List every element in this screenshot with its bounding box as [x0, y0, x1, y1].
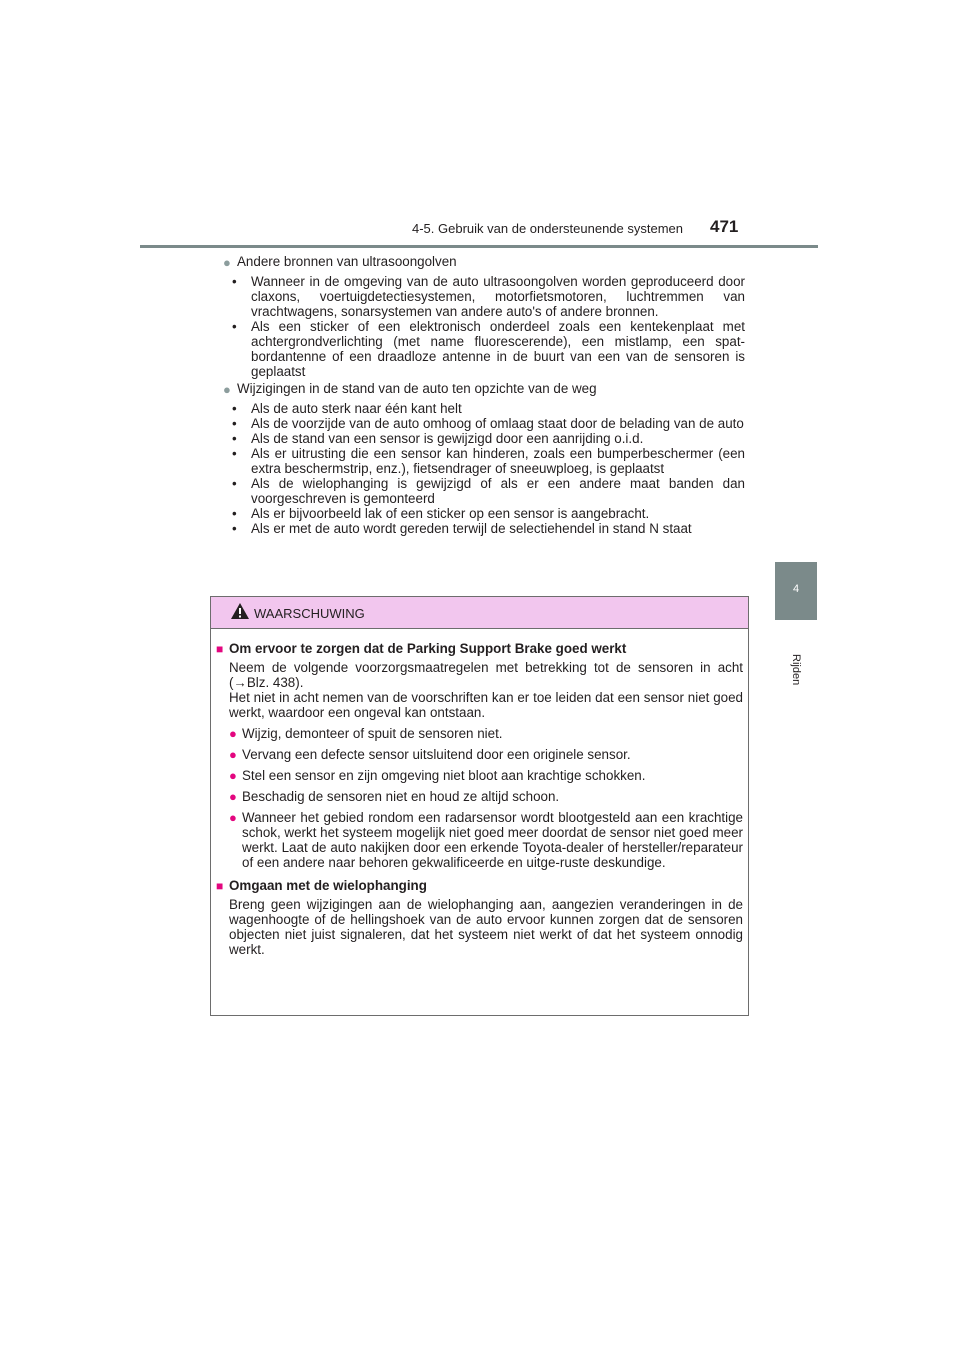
- sub-list-text: Als er uitrusting die een sensor kan hinderen, zoals een bumperbeschermer (een extra beschermstrip, enz.), fietsendrager of sneeuwploeg, is geplaatst: [251, 446, 745, 476]
- warning-section-title-text: Om ervoor te zorgen dat de Parking Support Brake goed werkt: [229, 641, 627, 656]
- dot-marker-icon: •: [232, 274, 237, 289]
- warning-bullet-text: Stel een sensor en zijn omgeving niet bloot aan krachtige schokken.: [242, 768, 646, 783]
- warning-bullet-text: Wanneer het gebied rondom een radarsensor wordt blootgesteld aan een krachtige schok, werkt het systeem mogelijk niet goed meer doordat de sensor niet goed meer werkt. Laat de auto nakijken door een erkende Toyota-dealer of hersteller/reparateur of een andere naar behoren gekwalificeerde en uitge-ruste deskundige.: [242, 810, 743, 870]
- list-item-label: Andere bronnen van ultrasoongolven: [237, 254, 457, 269]
- chapter-label-container: [774, 654, 818, 694]
- sub-list-text: Als er bijvoorbeeld lak of een sticker op een sensor is aangebracht.: [251, 506, 650, 521]
- warning-paragraph: Het niet in acht nemen van de voorschriften kan er toe leiden dat een sensor niet goed werkt, waardoor een ongeval kan ontstaan.: [229, 690, 743, 720]
- sub-list-item: [223, 476, 745, 506]
- warning-bullet: [216, 747, 743, 762]
- dot-marker-icon: •: [232, 476, 237, 491]
- warning-bullet-text: Wijzig, demonteer of spuit de sensoren niet.: [242, 726, 503, 741]
- warning-triangle-icon: [230, 602, 250, 620]
- chapter-number: 4: [792, 583, 800, 595]
- warning-bullet-text: Vervang een defecte sensor uitsluitend door een originele sensor.: [242, 747, 631, 762]
- bullet-icon: ●: [229, 810, 237, 825]
- sub-list-text: Als er met de auto wordt gereden terwijl de selectiehendel in stand N staat: [251, 521, 692, 536]
- sub-list-text: Als de stand van een sensor is gewijzigd door een aanrijding o.i.d.: [251, 431, 644, 446]
- bullet-icon: ●: [229, 768, 237, 783]
- list-item-label: Wijzigingen in de stand van de auto ten opzichte van de weg: [237, 381, 597, 396]
- warning-box: [210, 596, 749, 1016]
- list-item: [223, 381, 745, 396]
- dot-marker-icon: •: [232, 446, 237, 461]
- bullet-icon: ●: [229, 726, 237, 741]
- sub-list-text: Als de voorzijde van de auto omhoog of omlaag staat door de belading van de auto: [251, 416, 744, 431]
- sub-list-item: [223, 431, 745, 446]
- warning-body: [216, 641, 743, 957]
- sub-list: [223, 274, 745, 379]
- dot-marker-icon: •: [232, 416, 237, 431]
- warning-header: [211, 597, 748, 629]
- warning-section-title: [216, 878, 743, 893]
- sub-list-text: Als de auto sterk naar één kant helt: [251, 401, 462, 416]
- bullet-icon: ●: [229, 747, 237, 762]
- sub-list-item: [223, 401, 745, 416]
- warning-bullet: [216, 768, 743, 783]
- sub-list-text: Als de wielophanging is gewijzigd of als er een andere maat banden dan voorgeschreven is gemonteerd: [251, 476, 745, 506]
- page-number: 471: [710, 217, 739, 236]
- warning-bullet-text: Beschadig de sensoren niet en houd ze altijd schoon.: [242, 789, 560, 804]
- sub-list-text: Wanneer in de omgeving van de auto ultrasoongolven worden geproduceerd door claxons, voertuigdetectiesystemen, motorfietsmotoren, luchtremmen van vrachtwagens, sonarsystemen van andere auto's of andere bronnen.: [251, 274, 745, 319]
- sub-list-item: [223, 446, 745, 476]
- dot-marker-icon: •: [232, 431, 237, 446]
- warning-bullet: [216, 789, 743, 804]
- dot-marker-icon: •: [232, 319, 237, 334]
- warning-bullet: [216, 810, 743, 870]
- chapter-label: Rijden: [790, 654, 802, 686]
- dot-marker-icon: •: [232, 401, 237, 416]
- dot-marker-icon: •: [232, 506, 237, 521]
- sub-list-item: [223, 506, 745, 521]
- sub-list-text: Als een sticker of een elektronisch onderdeel zoals een kentekenplaat met achtergrondverlichting (met name fluorescerende), een mistlamp, een spat-bordantenne of een draadloze antenne in de buurt van een van de sensoren is geplaatst: [251, 319, 745, 379]
- sub-list-item: [223, 416, 745, 431]
- list-item: [223, 254, 745, 269]
- section-title: 4-5. Gebruik van de ondersteunende systemen: [412, 221, 684, 236]
- dot-marker-icon: •: [232, 521, 237, 536]
- sub-list: [223, 401, 745, 536]
- warning-title: WAARSCHUWING: [254, 606, 365, 621]
- sub-list-item: [223, 521, 745, 536]
- warning-section-title: [216, 641, 743, 656]
- square-bullet-icon: ■: [216, 642, 224, 656]
- header-rule: [140, 245, 818, 248]
- sub-list-item: [223, 319, 745, 379]
- chapter-tab: [775, 562, 817, 620]
- square-bullet-icon: ■: [216, 879, 224, 893]
- warning-bullet: [216, 726, 743, 741]
- sub-list-item: [223, 274, 745, 319]
- warning-section-title-text: Omgaan met de wielophanging: [229, 878, 427, 893]
- bullet-icon: ●: [223, 382, 231, 397]
- bullet-icon: ●: [229, 789, 237, 804]
- main-content: [223, 254, 745, 538]
- bullet-icon: ●: [223, 255, 231, 270]
- warning-paragraph: Neem de volgende voorzorgsmaatregelen met betrekking tot de sensoren in acht (→Blz. 438).: [229, 660, 743, 690]
- warning-paragraph: Breng geen wijzigingen aan de wielophanging aan, aangezien veranderingen in de wagenhoogte of de hellingshoek van de auto ervoor kunnen zorgen dat de sensoren objecten niet juist signaleren, dat het systeem niet werkt of dat het systeem onnodig werkt.: [229, 897, 743, 957]
